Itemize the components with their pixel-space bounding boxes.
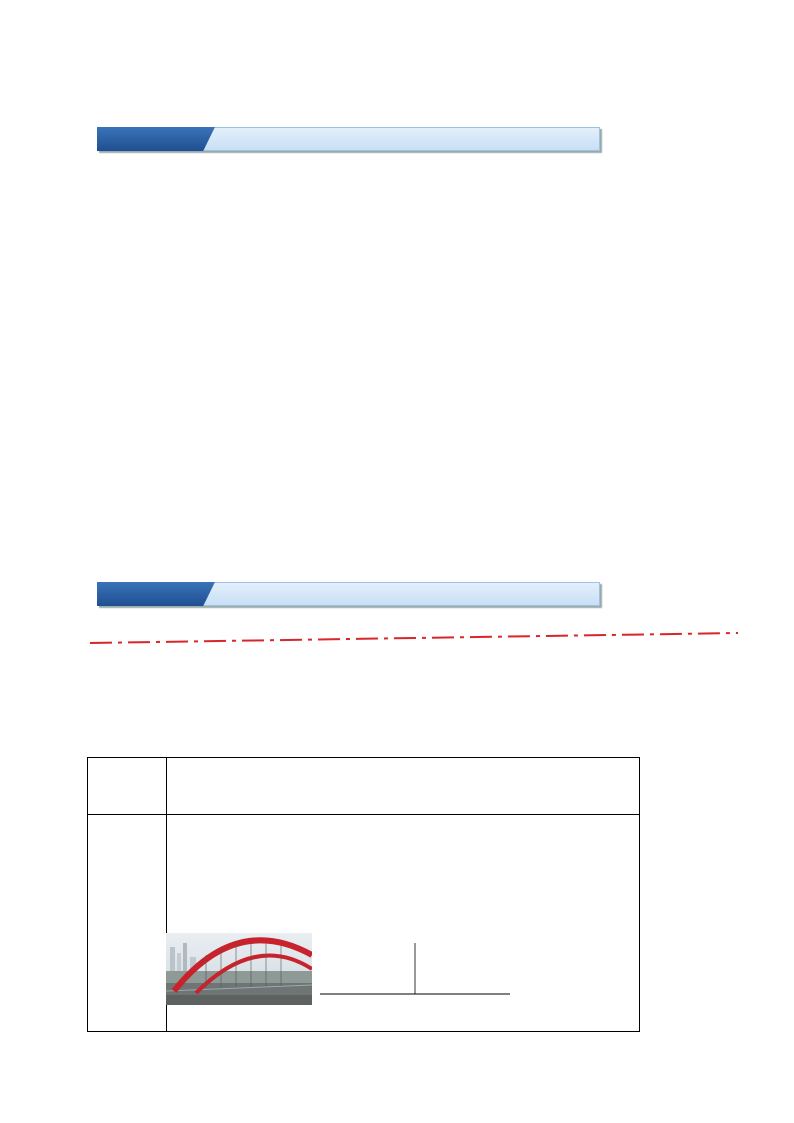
compilation-band — [97, 582, 600, 608]
arch-diagram — [312, 930, 522, 1012]
table-row — [88, 758, 640, 815]
row-head — [88, 758, 167, 815]
red-dash-divider — [90, 628, 740, 648]
row-content — [167, 758, 640, 815]
overview-band — [97, 127, 600, 153]
row-head — [88, 815, 167, 1032]
bridge-photo — [166, 933, 312, 1005]
